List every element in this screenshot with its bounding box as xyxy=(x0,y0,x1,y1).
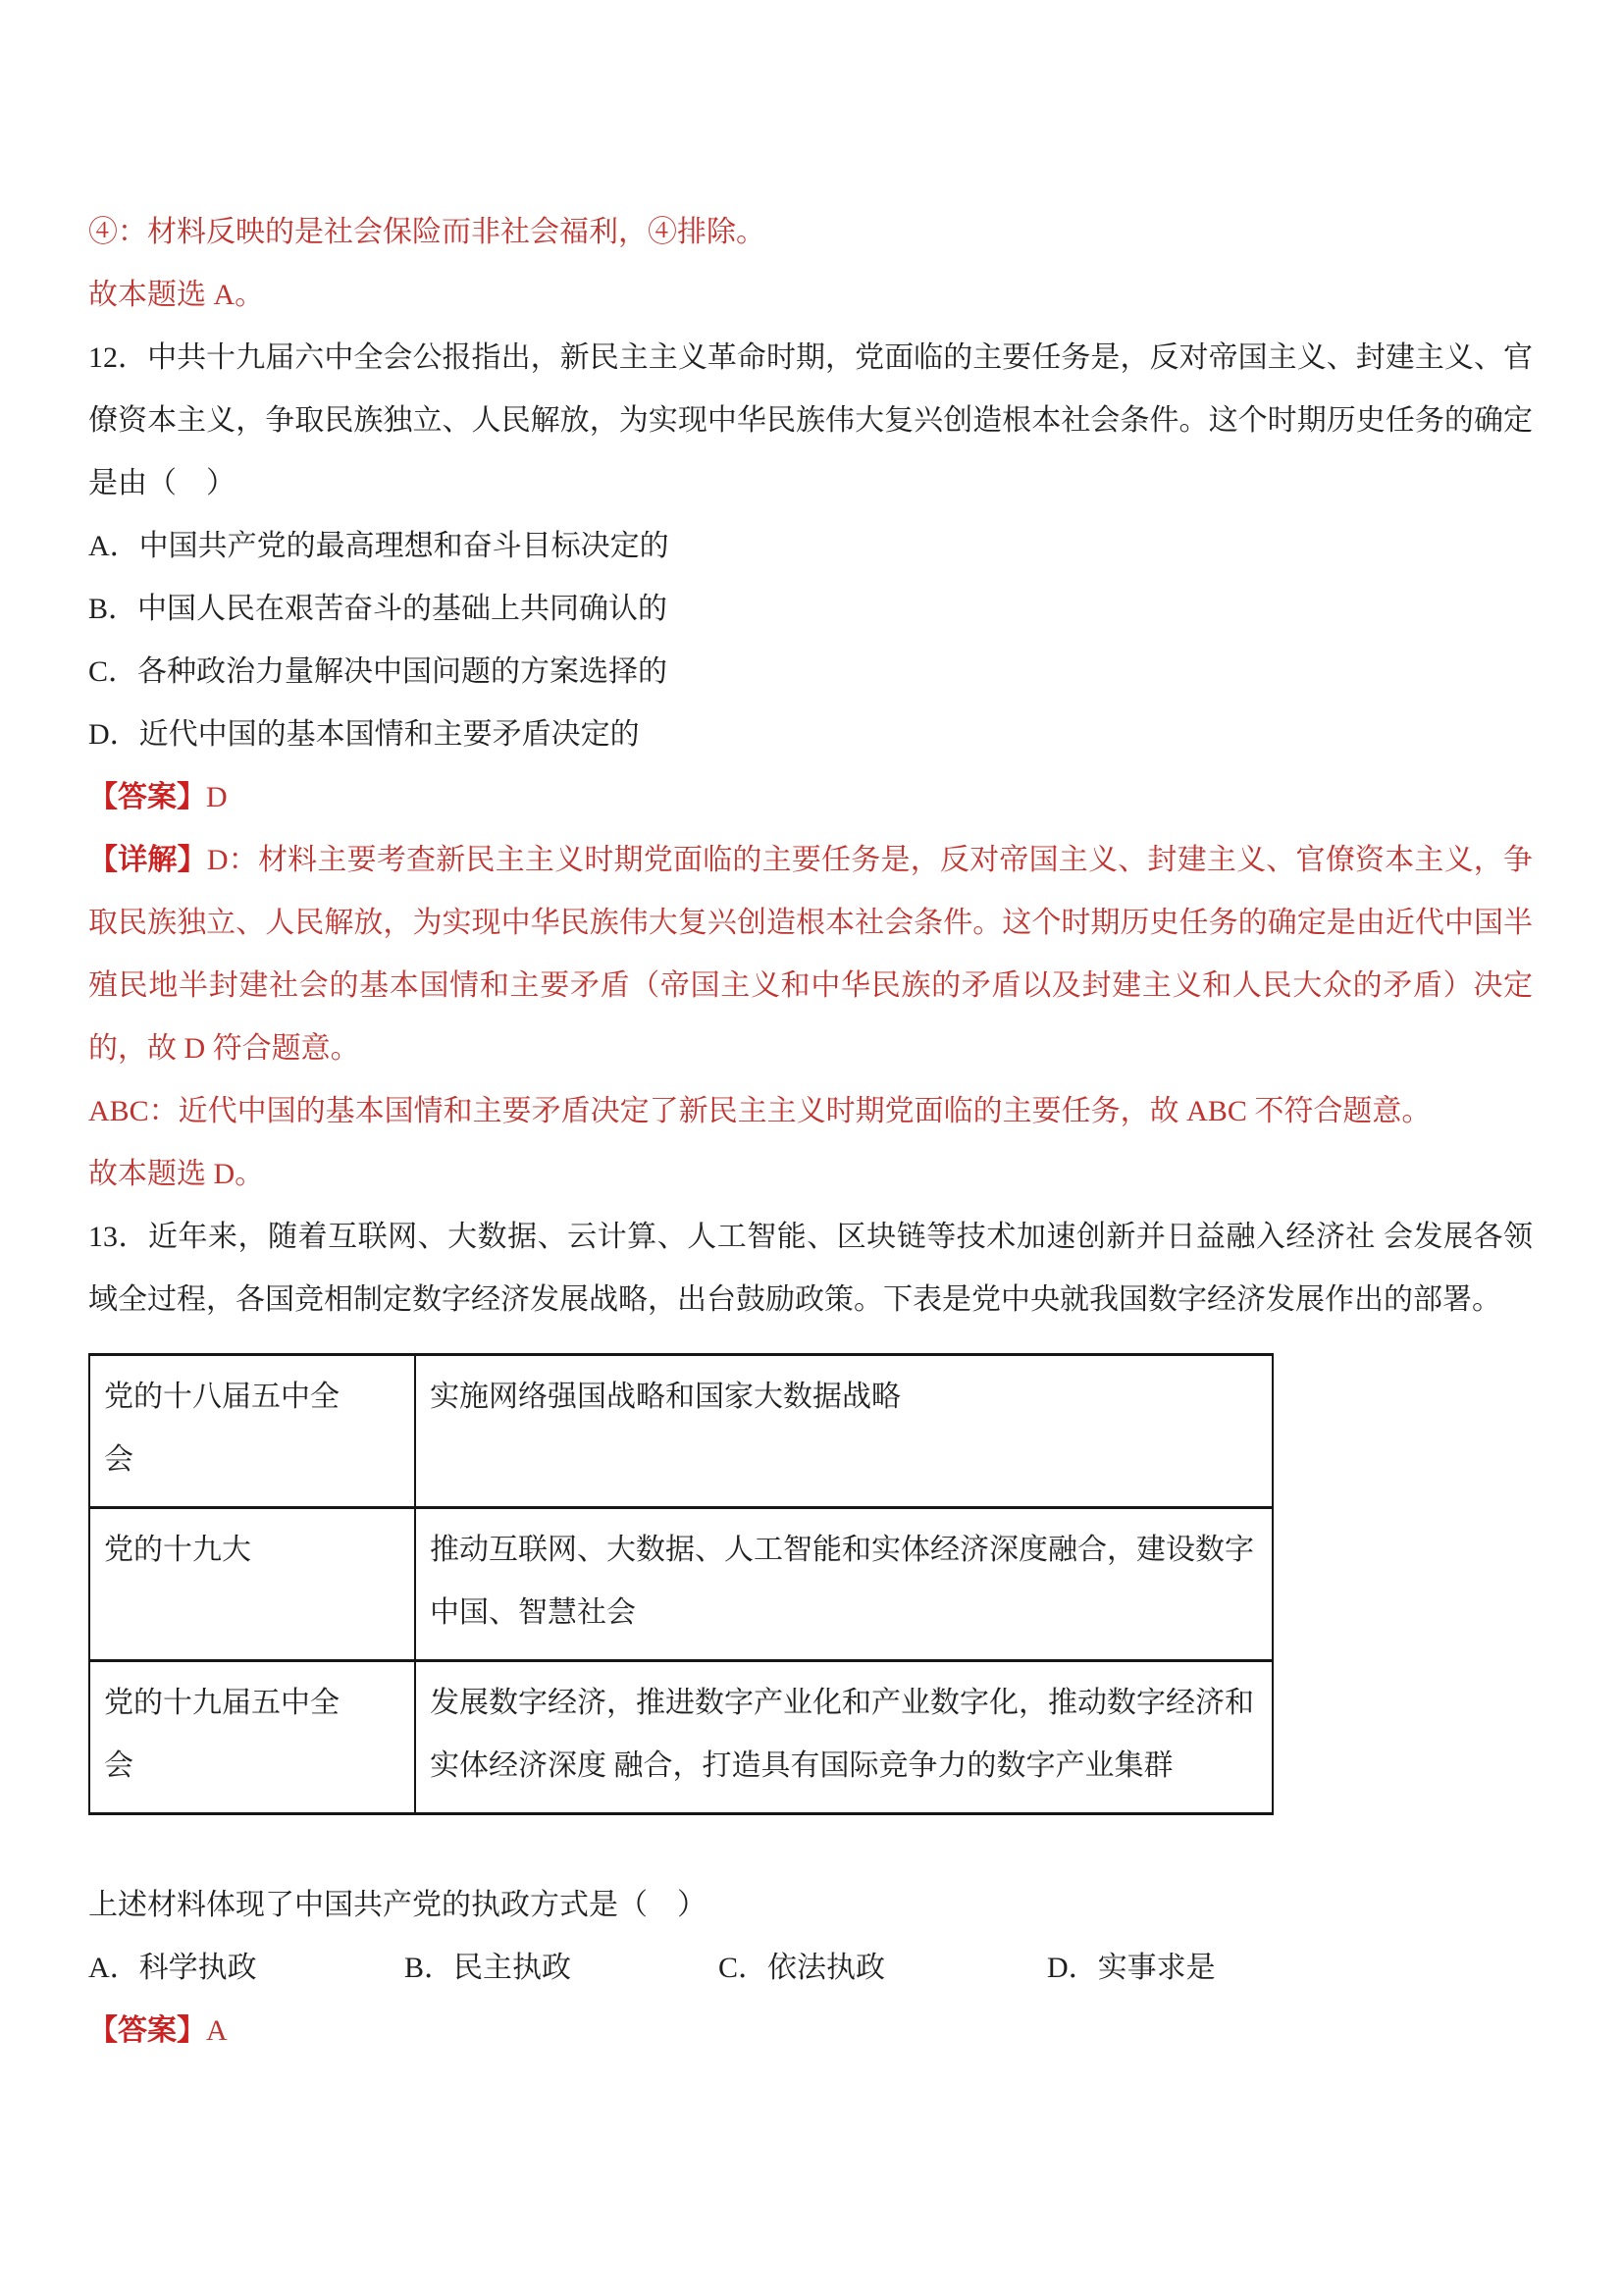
q12-answer-label: 【答案】 xyxy=(88,781,206,813)
q13-stem: 13．近年来，随着互联网、大数据、云计算、人工智能、区块链等技术加速创新并日益融入经济社 会发展各领域全过程，各国竞相制定数字经济发展战略，出台鼓励政策。下表是党中央就我国数字经济发展作出的部署。 xyxy=(88,1221,1533,1316)
deployment-cell: 实施网络强国战略和国家大数据战略 xyxy=(415,1355,1273,1508)
q12-analysis-abc: ABC：近代中国的基本国情和主要矛盾决定了新民主主义时期党面临的主要任务，故 ABC 不符合题意。 xyxy=(88,1095,1432,1127)
q12-option-b: B．中国人民在艰苦奋斗的基础上共同确认的 xyxy=(88,593,668,625)
meeting-text: 党的十九届五中全会 xyxy=(104,1687,340,1782)
q12-answer-line xyxy=(88,766,1533,829)
meeting-cell xyxy=(89,1355,415,1508)
q13-answer-value: A xyxy=(206,2014,228,2047)
table-row xyxy=(89,1508,1273,1661)
q12-analysis xyxy=(88,829,1533,1080)
q13-option-a: A．科学执政 xyxy=(88,1952,257,1984)
meeting-cell xyxy=(89,1661,415,1814)
q11-conclusion: 故本题选 A。 xyxy=(88,279,265,311)
meeting-text: 党的十八届五中全会 xyxy=(104,1381,340,1476)
deployment-cell: 发展数字经济，推进数字产业化和产业数字化，推动数字经济和实体经济深度 融合，打造具有国际竞争力的数字产业集群 xyxy=(415,1661,1273,1814)
q12-answer-value: D xyxy=(206,781,228,813)
q13-answer-line xyxy=(88,2000,1533,2062)
deployment-cell: 推动互联网、大数据、人工智能和实体经济深度融合，建设数字中国、智慧社会 xyxy=(415,1508,1273,1661)
meeting-text: 党的十九大 xyxy=(104,1534,251,1566)
q13-answer-label: 【答案】 xyxy=(88,2014,206,2047)
q13-option-b: B．民主执政 xyxy=(404,1952,572,1984)
q12-option-c: C．各种政治力量解决中国问题的方案选择的 xyxy=(88,655,668,688)
deployment-table xyxy=(88,1353,1274,1815)
q12-option-a: A．中国共产党的最高理想和奋斗目标决定的 xyxy=(88,530,669,562)
q12-analysis-text: D：材料主要考查新民主主义时期党面临的主要任务是，反对帝国主义、封建主义、官僚资本主义，争取民族独立、人民解放，为实现中华民族伟大复兴创造根本社会条件。这个时期历史任务的确定是由近代中国半殖民地半封建社会的基本国情和主要矛盾（帝国主义和中华民族的矛盾以及封建主义和人民大众的矛盾）决定的，故 D 符合题意。 xyxy=(88,844,1534,1065)
meeting-cell xyxy=(89,1508,415,1661)
q13-option-d: D．实事求是 xyxy=(1047,1952,1216,1984)
q12-option-d: D．近代中国的基本国情和主要矛盾决定的 xyxy=(88,718,640,751)
q12-conclusion: 故本题选 D。 xyxy=(88,1158,265,1190)
q11-analysis-tail: ④：材料反映的是社会保险而非社会福利，④排除。 xyxy=(88,216,765,248)
q13-options-row xyxy=(88,1937,1533,2000)
q12-stem: 12．中共十九届六中全会公报指出，新民主主义革命时期，党面临的主要任务是，反对帝国主义、封建主义、官僚资本主义，争取民族独立、人民解放，为实现中华民族伟大复兴创造根本社会条件。这个时期历史任务的确定是由（ ） xyxy=(88,341,1533,499)
table-row xyxy=(89,1355,1273,1508)
q12-analysis-label: 【详解】 xyxy=(88,844,207,876)
q13-question: 上述材料体现了中国共产党的执政方式是（ ） xyxy=(88,1889,707,1921)
q13-option-c: C．依法执政 xyxy=(718,1952,886,1984)
table-row xyxy=(89,1661,1273,1814)
